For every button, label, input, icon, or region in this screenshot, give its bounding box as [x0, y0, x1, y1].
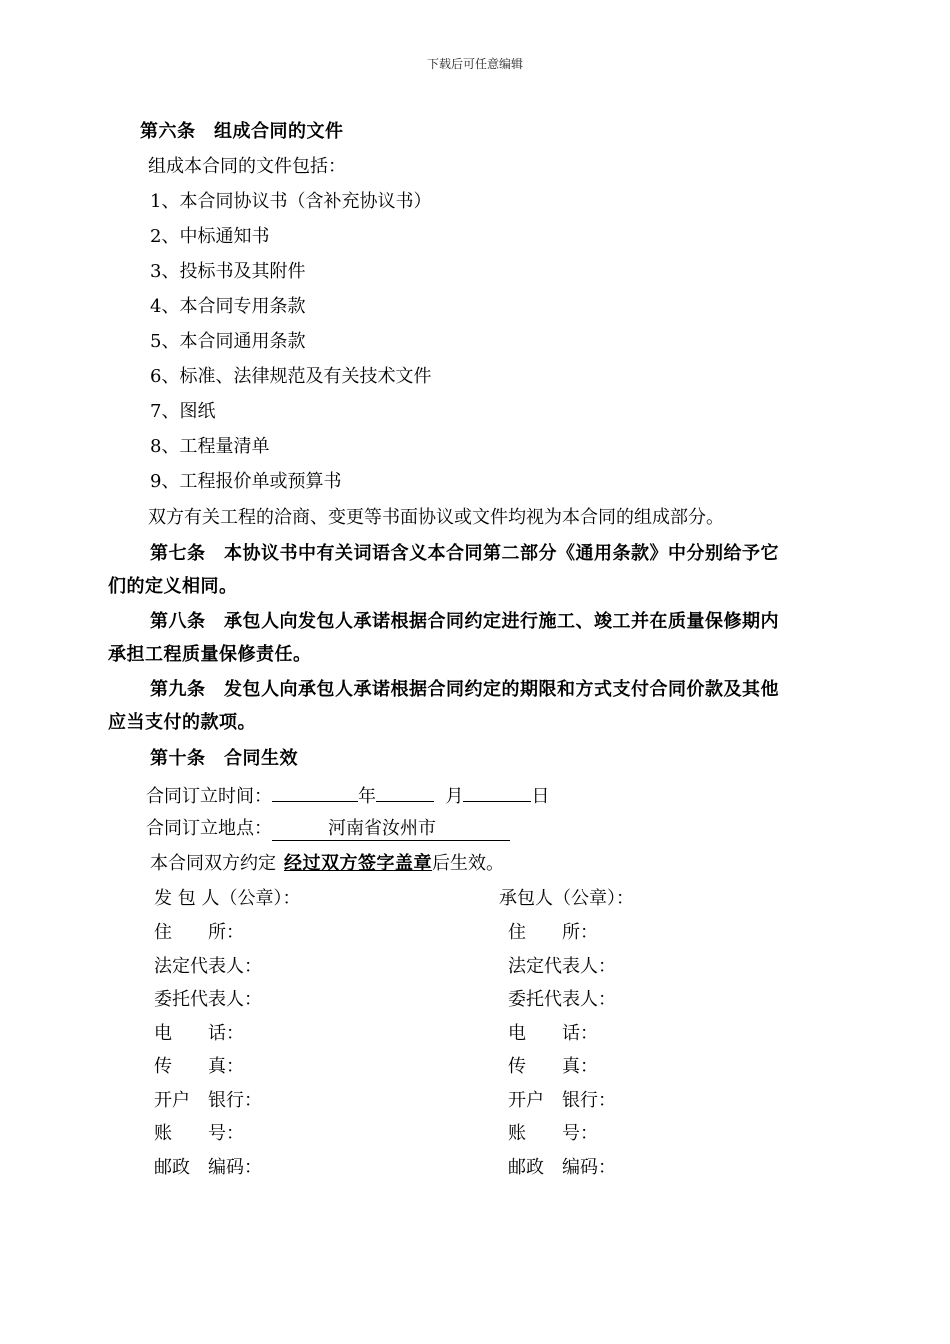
year-label: 年 [358, 786, 376, 807]
month-blank[interactable] [376, 783, 434, 802]
list-item: 8、工程量清单 [150, 436, 270, 457]
employer-bank: 开户 银行： [154, 1090, 262, 1111]
article6-closing: 双方有关工程的洽商、变更等书面协议或文件均视为本合同的组成部分。 [148, 507, 724, 528]
article7-line1: 第七条 本协议书中有关词语含义本合同第二部分《通用条款》中分别给予它 [150, 543, 779, 564]
sign-place-value: 河南省汝州市 [272, 818, 510, 841]
article6-title: 第六条 组成合同的文件 [140, 121, 344, 142]
page-header: 下载后可任意编辑 [426, 57, 523, 71]
day-blank[interactable] [463, 783, 531, 802]
employer-agent: 委托代表人： [154, 989, 262, 1010]
article9-line1: 第九条 发包人向承包人承诺根据合同约定的期限和方式支付合同价款及其他 [150, 679, 779, 700]
year-blank[interactable] [272, 783, 358, 802]
employer-postcode: 邮政 编码： [154, 1157, 262, 1178]
list-item: 3、投标书及其附件 [150, 261, 306, 282]
employer-legal-rep: 法定代表人： [154, 956, 262, 977]
sign-place-label: 合同订立地点： [146, 818, 272, 839]
employer-phone: 电 话： [154, 1023, 244, 1044]
article7-line2: 们的定义相同。 [108, 576, 238, 597]
contractor-fax: 传 真： [508, 1056, 598, 1077]
month-label: 月 [445, 786, 464, 807]
list-item: 2、中标通知书 [150, 226, 270, 247]
employer-fax: 传 真： [154, 1056, 244, 1077]
contractor-title: 承包人（公章）： [499, 888, 634, 909]
sign-time-line [146, 783, 549, 808]
contractor-account: 账 号： [508, 1123, 598, 1144]
article9-line2: 应当支付的款项。 [108, 712, 256, 733]
article8-line2: 承担工程质量保修责任。 [108, 644, 312, 665]
list-item: 7、图纸 [150, 401, 216, 422]
effect-prefix: 本合同双方约定 [150, 853, 276, 874]
contractor-bank: 开户 银行： [508, 1090, 616, 1111]
article6-intro: 组成本合同的文件包括： [148, 156, 346, 177]
sign-place-line [146, 818, 510, 841]
list-item: 4、本合同专用条款 [150, 296, 306, 317]
effect-line [150, 853, 504, 875]
contractor-phone: 电 话： [508, 1023, 598, 1044]
contractor-postcode: 邮政 编码： [508, 1157, 616, 1178]
list-item: 9、工程报价单或预算书 [150, 471, 342, 492]
contractor-agent: 委托代表人： [508, 989, 616, 1010]
effect-condition: 经过双方签字盖章 [284, 853, 432, 874]
employer-account: 账 号： [154, 1123, 244, 1144]
contractor-legal-rep: 法定代表人： [508, 956, 616, 977]
sign-time-label: 合同订立时间： [146, 786, 272, 807]
day-label: 日 [531, 786, 550, 807]
employer-address: 住 所： [154, 922, 244, 943]
list-item: 6、标准、法律规范及有关技术文件 [150, 366, 432, 387]
list-item: 1、本合同协议书（含补充协议书） [150, 191, 432, 212]
contractor-address: 住 所： [508, 922, 598, 943]
list-item: 5、本合同通用条款 [150, 331, 306, 352]
article8-line1: 第八条 承包人向发包人承诺根据合同约定进行施工、竣工并在质量保修期内 [150, 611, 779, 632]
article10-title: 第十条 合同生效 [150, 748, 298, 769]
employer-title: 发 包 人（公章）： [154, 888, 301, 909]
effect-suffix: 后生效。 [432, 853, 504, 874]
